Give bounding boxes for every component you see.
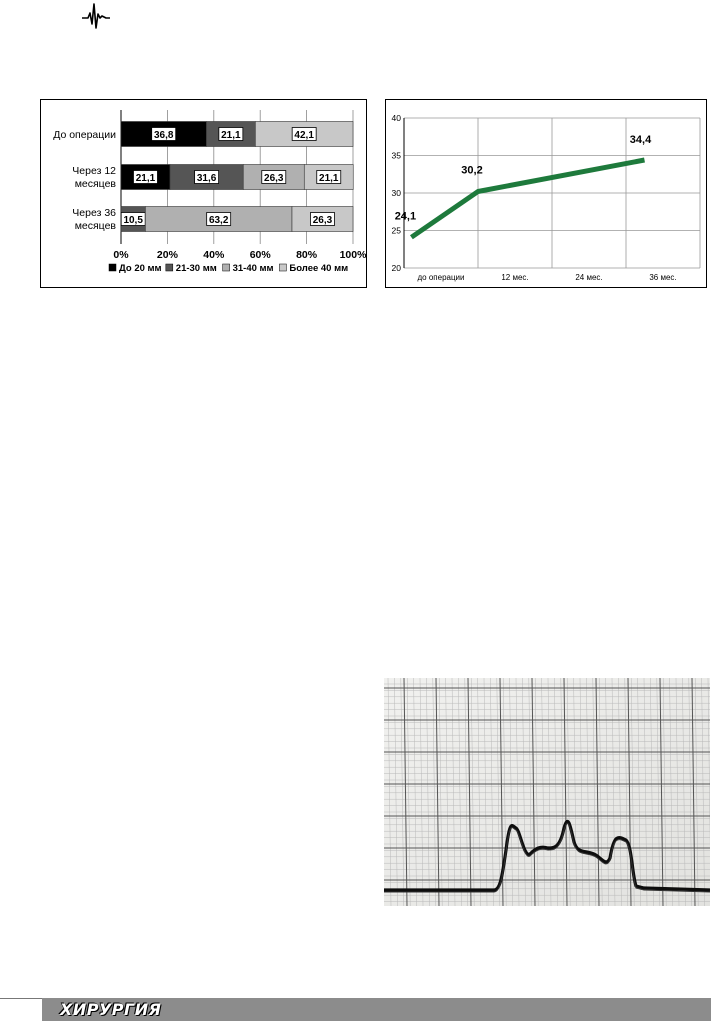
line-xtick-label: до операции xyxy=(417,273,465,282)
bar-category-label: Через 36 xyxy=(72,207,116,219)
line-series xyxy=(411,160,644,237)
bar-xtick-label: 20% xyxy=(156,249,178,261)
legend-label: 21-30 мм xyxy=(175,263,217,274)
line-xtick-label: 36 мес. xyxy=(649,273,677,282)
bar-value-label: 21,1 xyxy=(135,173,156,184)
bar-value-label: 63,2 xyxy=(208,215,229,226)
bar-xtick-label: 0% xyxy=(113,249,129,261)
stacked-bar-chart xyxy=(40,99,367,288)
bar-value-label: 21,1 xyxy=(319,173,339,184)
line-ytick-label: 25 xyxy=(391,225,401,236)
line-ytick-label: 30 xyxy=(391,188,401,198)
line-chart xyxy=(385,99,707,288)
line-xtick-label: 12 мес. xyxy=(501,273,529,282)
bar-category-label: месяцев xyxy=(74,178,116,190)
legend-swatch xyxy=(109,264,116,271)
graph-paper-tracing-image xyxy=(384,678,710,906)
journal-title: ХИРУРГИЯ xyxy=(60,1000,162,1019)
line-ytick-label: 40 xyxy=(391,113,401,123)
legend-swatch xyxy=(279,264,286,271)
line-ytick-label: 35 xyxy=(391,150,401,161)
ecg-wave-icon xyxy=(80,2,116,30)
line-xtick-label: 24 мес. xyxy=(575,273,603,282)
legend-swatch xyxy=(166,264,173,271)
legend-swatch xyxy=(223,264,230,271)
line-ytick-label: 20 xyxy=(391,263,401,273)
line-point-label: 24,1 xyxy=(394,210,417,223)
bar-value-label: 10,5 xyxy=(123,215,143,226)
bar-value-label: 26,3 xyxy=(312,215,333,226)
bar-xtick-label: 40% xyxy=(203,249,225,261)
bar-value-label: 26,3 xyxy=(264,173,284,184)
stacked-bar-chart-svg xyxy=(41,100,366,287)
bar-category-label: Через 12 xyxy=(72,165,116,177)
legend-label: 31-40 мм xyxy=(232,263,274,274)
bar-xtick-label: 100% xyxy=(339,249,366,261)
bar-value-label: 36,8 xyxy=(153,130,174,141)
bar-category-label: До операции xyxy=(53,129,116,141)
legend-label: До 20 мм xyxy=(119,263,162,274)
bar-xtick-label: 60% xyxy=(249,249,271,261)
line-chart-svg xyxy=(386,100,706,287)
bar-category-label: месяцев xyxy=(74,220,116,232)
legend-label: Более 40 мм xyxy=(289,263,349,274)
bar-xtick-label: 80% xyxy=(296,249,318,261)
line-point-label: 30,2 xyxy=(461,164,483,177)
line-point-label: 34,4 xyxy=(629,134,652,146)
bar-value-label: 31,6 xyxy=(196,173,217,184)
bar-value-label: 42,1 xyxy=(294,130,314,141)
bar-value-label: 21,1 xyxy=(221,130,241,141)
